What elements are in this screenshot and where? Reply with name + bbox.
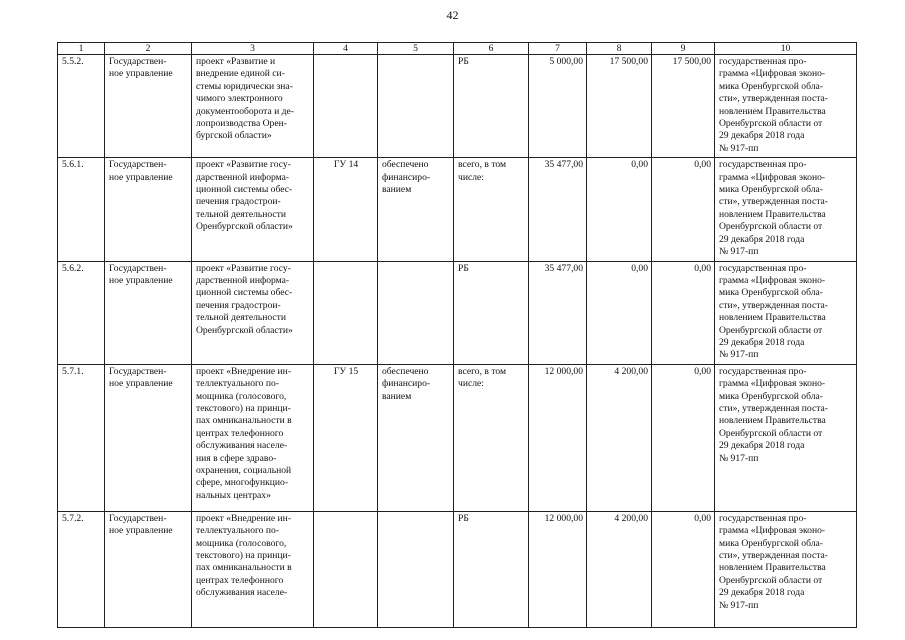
value-cell-3: 17 500,00: [652, 55, 715, 158]
column-header: 8: [587, 43, 652, 55]
status-cell: обеспечено финансиро- ванием: [378, 158, 454, 261]
value-cell-1: 12 000,00: [529, 511, 587, 627]
value-cell-1: 12 000,00: [529, 364, 587, 511]
value-cell-3: 0,00: [652, 511, 715, 627]
status-cell: обеспечено финансиро- ванием: [378, 364, 454, 511]
value-cell-2: 17 500,00: [587, 55, 652, 158]
code-cell: [314, 511, 378, 627]
table-header: [58, 43, 857, 55]
value-cell-2: 4 200,00: [587, 511, 652, 627]
program-cell: государственная про- грамма «Цифровая эконо- мика Оренбургской обла- сти», утвержденная поста- новлением Правительства Оренбургской области от 29 декабря 2018 года № 917-пп: [715, 511, 857, 627]
value-cell-2: 0,00: [587, 261, 652, 364]
column-header: 6: [454, 43, 529, 55]
table-row: [58, 261, 857, 364]
code-cell: ГУ 14: [314, 158, 378, 261]
status-cell: [378, 511, 454, 627]
code-cell: [314, 261, 378, 364]
executor-cell: Государствен- ное управление: [105, 364, 192, 511]
project-cell: проект «Развитие и внедрение единой си- стемы юридически зна- чимого электронного документооборота и де- лопроизводства Орен- бургской области»: [192, 55, 314, 158]
column-header: 9: [652, 43, 715, 55]
status-cell: [378, 55, 454, 158]
project-cell: проект «Развитие госу- дарственной информа- ционной системы обес- печения градострои- тельной деятельности Оренбургской области»: [192, 158, 314, 261]
value-cell-2: 0,00: [587, 158, 652, 261]
row-number: 5.5.2.: [58, 55, 105, 158]
table-row: [58, 364, 857, 511]
source-cell: всего, в том числе:: [454, 158, 529, 261]
row-number: 5.6.2.: [58, 261, 105, 364]
column-header: 4: [314, 43, 378, 55]
executor-cell: Государствен- ное управление: [105, 158, 192, 261]
table-row: [58, 55, 857, 158]
project-cell: проект «Развитие госу- дарственной информа- ционной системы обес- печения градострои- тельной деятельности Оренбургской области»: [192, 261, 314, 364]
row-number: 5.7.2.: [58, 511, 105, 627]
program-cell: государственная про- грамма «Цифровая эконо- мика Оренбургской обла- сти», утвержденная поста- новлением Правительства Оренбургской области от 29 декабря 2018 года № 917-пп: [715, 261, 857, 364]
executor-cell: Государствен- ное управление: [105, 511, 192, 627]
column-header: 3: [192, 43, 314, 55]
project-cell: проект «Внедрение ин- теллектуального по- мощника (голосового, текстового) на принци- пах омниканальности в центрах телефонного обслуживания населе- ния в сфере здраво- охранения, социальной сфере, многофункцио- нальных центрах»: [192, 364, 314, 511]
program-cell: государственная про- грамма «Цифровая эконо- мика Оренбургской обла- сти», утвержденная поста- новлением Правительства Оренбургской области от 29 декабря 2018 года № 917-пп: [715, 364, 857, 511]
program-table: [57, 42, 857, 628]
value-cell-1: 5 000,00: [529, 55, 587, 158]
page-number: 42: [446, 8, 459, 22]
source-cell: РБ: [454, 55, 529, 158]
value-cell-3: 0,00: [652, 364, 715, 511]
value-cell-2: 4 200,00: [587, 364, 652, 511]
code-cell: [314, 55, 378, 158]
source-cell: РБ: [454, 261, 529, 364]
column-header: 2: [105, 43, 192, 55]
value-cell-3: 0,00: [652, 158, 715, 261]
status-cell: [378, 261, 454, 364]
code-cell: ГУ 15: [314, 364, 378, 511]
value-cell-1: 35 477,00: [529, 261, 587, 364]
source-cell: РБ: [454, 511, 529, 627]
source-cell: всего, в том числе:: [454, 364, 529, 511]
column-header: 10: [715, 43, 857, 55]
column-header: 1: [58, 43, 105, 55]
row-number: 5.6.1.: [58, 158, 105, 261]
row-number: 5.7.1.: [58, 364, 105, 511]
value-cell-1: 35 477,00: [529, 158, 587, 261]
program-cell: государственная про- грамма «Цифровая эконо- мика Оренбургской обла- сти», утвержденная поста- новлением Правительства Оренбургской области от 29 декабря 2018 года № 917-пп: [715, 158, 857, 261]
table-row: [58, 511, 857, 627]
program-cell: государственная про- грамма «Цифровая эконо- мика Оренбургской обла- сти», утвержденная поста- новлением Правительства Оренбургской области от 29 декабря 2018 года № 917-пп: [715, 55, 857, 158]
executor-cell: Государствен- ное управление: [105, 261, 192, 364]
table-row: [58, 158, 857, 261]
value-cell-3: 0,00: [652, 261, 715, 364]
column-header: 7: [529, 43, 587, 55]
executor-cell: Государствен- ное управление: [105, 55, 192, 158]
project-cell: проект «Внедрение ин- теллектуального по- мощника (голосового, текстового) на принци- пах омниканальности в центрах телефонного обслуживания населе-: [192, 511, 314, 627]
column-header: 5: [378, 43, 454, 55]
